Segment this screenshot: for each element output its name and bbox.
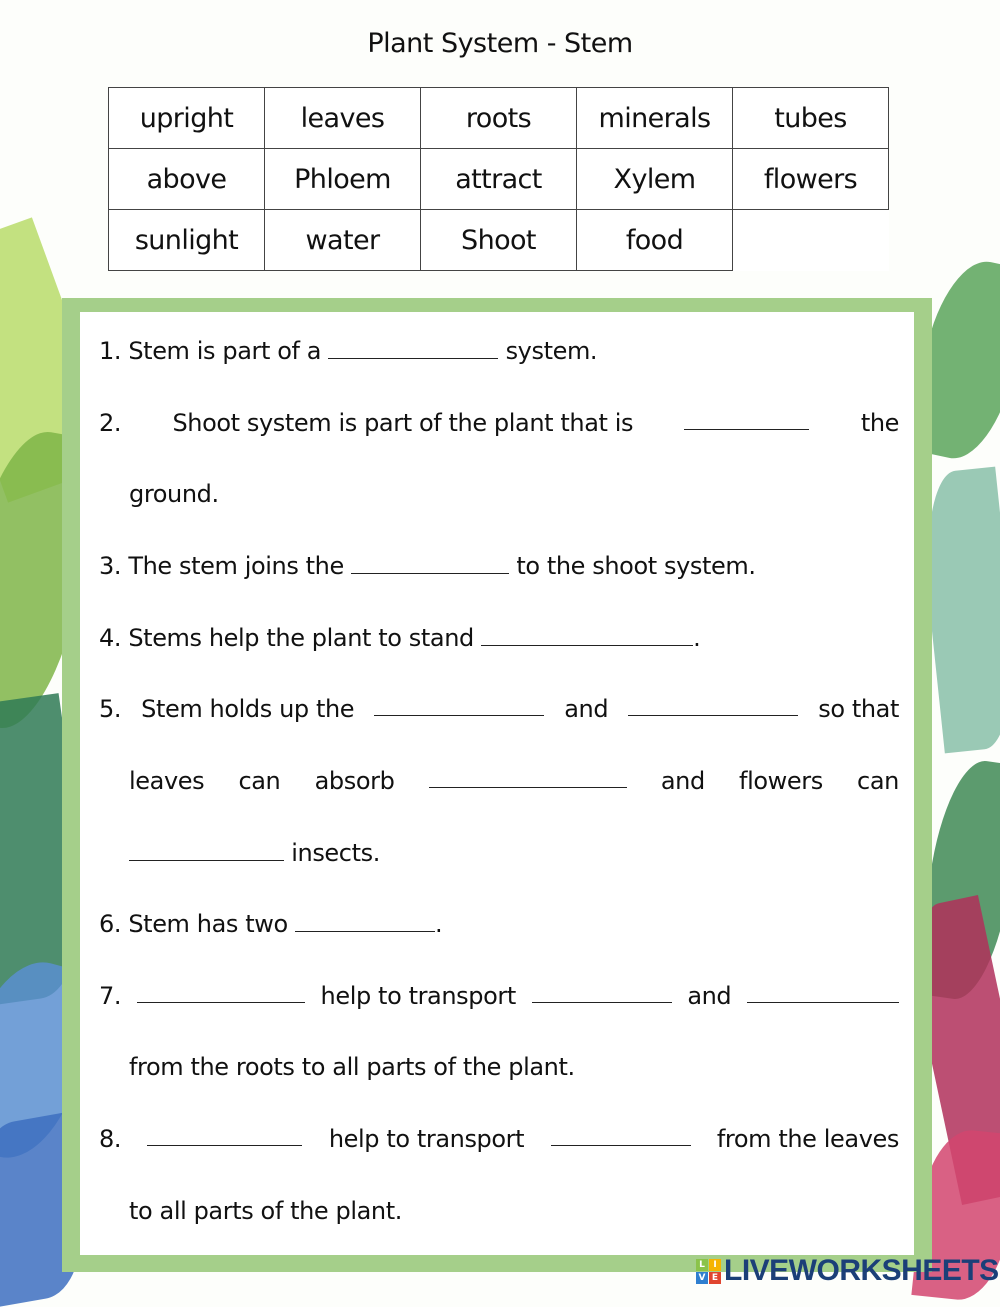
answer-blank[interactable]: [137, 982, 305, 1003]
answer-blank[interactable]: [374, 695, 544, 716]
word-bank-cell[interactable]: tubes: [733, 88, 889, 149]
answer-blank[interactable]: [481, 625, 693, 646]
question-4: 4. Stems help the plant to stand .: [99, 624, 701, 652]
word-bank-row: [109, 88, 889, 149]
answer-blank[interactable]: [747, 982, 899, 1003]
answer-blank[interactable]: [532, 982, 672, 1003]
word-bank-cell[interactable]: Xylem: [577, 149, 733, 210]
word-bank-row: [109, 210, 889, 271]
logo-text: LIVEWORKSHEETS: [724, 1254, 999, 1287]
answer-blank[interactable]: [551, 1125, 691, 1146]
answer-blank[interactable]: [684, 409, 809, 430]
question-1: 1. Stem is part of a system.: [99, 337, 598, 365]
answer-blank[interactable]: [429, 767, 627, 788]
question-7-continuation: from the roots to all parts of the plant.: [129, 1053, 575, 1081]
word-bank-cell[interactable]: sunlight: [109, 210, 265, 271]
question-3: 3. The stem joins the to the shoot system.: [99, 552, 756, 580]
question-7: 7. help to transport and: [99, 982, 899, 1010]
word-bank-table: [108, 87, 889, 271]
answer-blank[interactable]: [295, 911, 435, 932]
answer-blank[interactable]: [129, 840, 284, 861]
question-5: 5. Stem holds up the and so that: [99, 695, 899, 723]
word-bank-cell[interactable]: upright: [109, 88, 265, 149]
live-cubes-icon: L I V E: [696, 1259, 721, 1284]
word-bank-cell[interactable]: Shoot: [421, 210, 577, 271]
word-bank-cell[interactable]: roots: [421, 88, 577, 149]
word-bank-cell[interactable]: Phloem: [265, 149, 421, 210]
word-bank-cell[interactable]: minerals: [577, 88, 733, 149]
word-bank-cell[interactable]: water: [265, 210, 421, 271]
word-bank-empty-cell: [733, 210, 889, 271]
word-bank-cell[interactable]: food: [577, 210, 733, 271]
question-8-continuation: to all parts of the plant.: [129, 1197, 402, 1225]
word-bank-cell[interactable]: leaves: [265, 88, 421, 149]
word-bank-row: [109, 149, 889, 210]
answer-blank[interactable]: [351, 553, 509, 574]
word-bank-cell[interactable]: flowers: [733, 149, 889, 210]
word-bank-cell[interactable]: attract: [421, 149, 577, 210]
question-2-continuation: ground.: [129, 480, 219, 508]
answer-blank[interactable]: [628, 695, 798, 716]
word-bank-cell[interactable]: above: [109, 149, 265, 210]
question-5-continuation-2: insects.: [129, 839, 929, 867]
question-2: 2. Shoot system is part of the plant that is the: [99, 409, 899, 437]
answer-blank[interactable]: [328, 338, 498, 359]
answer-blank[interactable]: [147, 1125, 302, 1146]
question-8: 8. help to transport from the leaves: [99, 1125, 899, 1153]
liveworksheets-logo[interactable]: [696, 1254, 999, 1288]
question-6: 6. Stem has two .: [99, 910, 443, 938]
question-5-continuation: leaves can absorb and flowers can: [129, 767, 899, 795]
worksheet-title: Plant System - Stem: [367, 28, 633, 59]
